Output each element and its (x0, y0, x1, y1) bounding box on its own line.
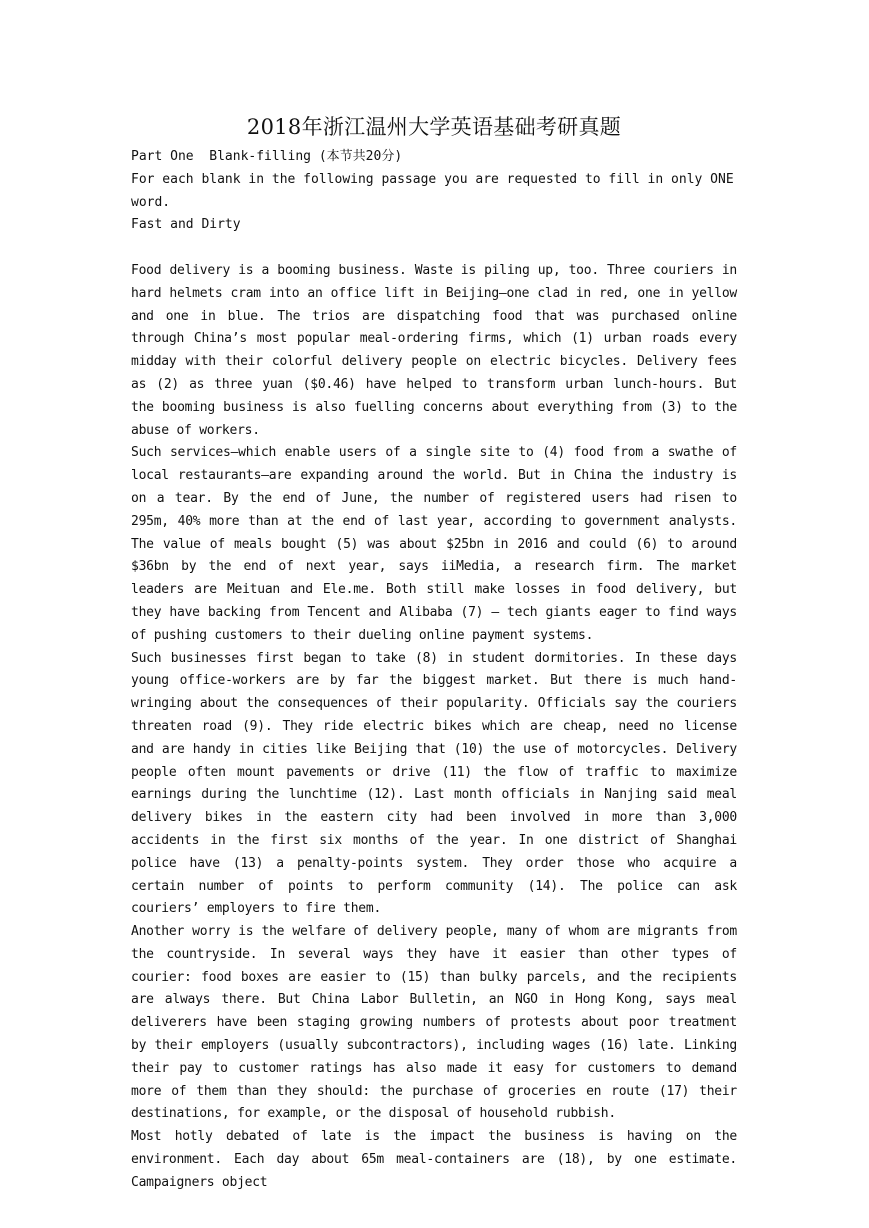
paragraph-5: Most hotly debated of late is the impact the business is having on the environment. Each day about 65m meal-containers are (18), by one estimate. Campaigners object (131, 1129, 737, 1190)
instruction-text: For each blank in the following passage you are requested to fill in only ONE word. (131, 171, 742, 210)
paragraph-1: Food delivery is a booming business. Waste is piling up, too. Three couriers in hard helmets cram into an office lift in Beijing—one clad in red, one in yellow and one in blue. The trios are dispatching food that was purchased online through China’s most popular meal-ordering firms, which (1) urban roads every midday with their colorful delivery people on electric bicycles. Delivery fees as (2) as three yuan ($0.46) have helped to transform urban lunch-hours. But the booming business is also fuelling concerns about everything from (3) to the abuse of workers. (131, 262, 737, 438)
part-heading: Part One Blank-filling (本节共20分) (131, 149, 403, 164)
passage-title: Fast and Dirty (131, 217, 241, 233)
paragraph-2: Such services—which enable users of a single site to (4) food from a swathe of local restaurants—are expanding around the world. But in China the industry is on a tear. By the end of June, the number of registered users had risen to 295m, 40% more than at the end of last year, according to government analysts. The value of meals bought (5) was about $25bn in 2016 and could (6) to around $36bn by the end of next year, says iiMedia, a research firm. The market leaders are Meituan and Ele.me. Both still make losses in food delivery, but they have backing from Tencent and Alibaba (7) — tech giants eager to find ways of pushing customers to their dueling online payment systems. (131, 445, 737, 643)
document-title: 2018年浙江温州大学英语基础考研真题 (246, 115, 622, 139)
paragraph-4: Another worry is the welfare of delivery people, many of whom are migrants from the countryside. In several ways they have it easier than other types of courier: food boxes are easier to (15) than bulky parcels, and the recipients are always there. But China Labor Bulletin, an NGO in Hong Kong, says meal deliverers have been staging growing numbers of protests about poor treatment by their employers (usually subcontractors), including wages (16) late. Linking their pay to customer ratings has also made it easy for customers to demand more of them than they should: the purchase of groceries en route (17) their destinations, for example, or the disposal of household rubbish. (131, 924, 737, 1122)
document-page (131, 112, 742, 1195)
paragraph-3: Such businesses first began to take (8) in student dormitories. In these days young office-workers are by far the biggest market. But there is much hand-wringing about the consequences of their popularity. Officials say the couriers threaten road (9). They ride electric bikes which are cheap, need no license and are handy in cities like Beijing that (10) the use of motorcycles. Delivery people often mount pavements or drive (11) the flow of traffic to maximize earnings during the lunchtime (12). Last month officials in Nanjing said meal delivery bikes in the eastern city had been involved in more than 3,000 accidents in the first six months of the year. In one district of Shanghai police have (13) a penalty-points system. They order those who acquire a certain number of points to perform community (14). The police can ask couriers’ employers to fire them. (131, 650, 737, 917)
blank-line (131, 237, 737, 260)
passage-body (131, 260, 737, 1195)
